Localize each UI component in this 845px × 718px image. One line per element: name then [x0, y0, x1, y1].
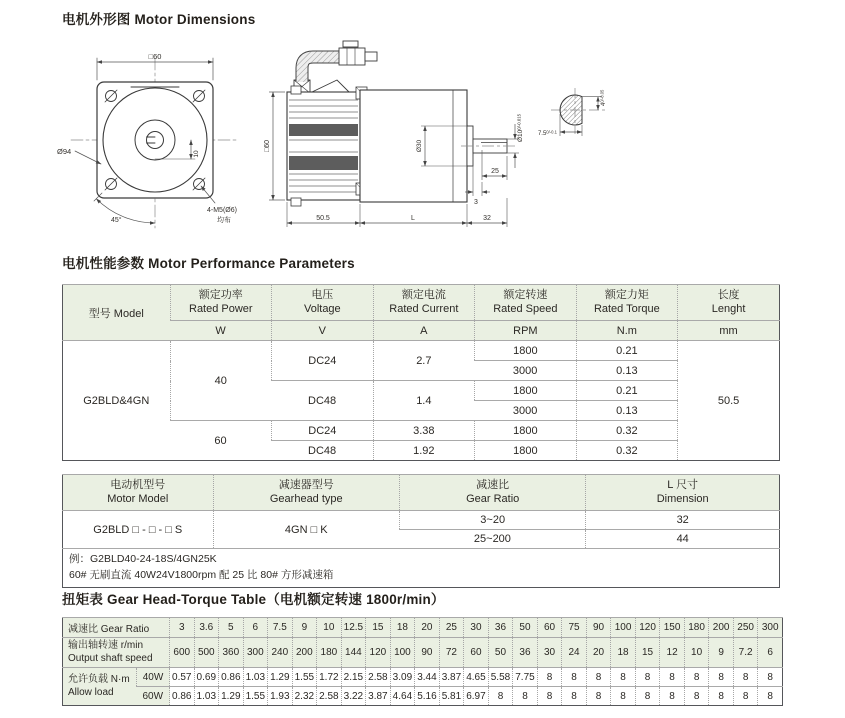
- header-motor-model: [63, 475, 214, 511]
- shaft-section: [560, 95, 582, 125]
- header-cn: L 尺寸: [667, 478, 699, 491]
- output-speed-cell: 36: [513, 638, 538, 668]
- header-en: Motor Model: [107, 492, 169, 505]
- header-length: [678, 285, 780, 321]
- cell-speed: 3000: [475, 401, 577, 421]
- example-note: [63, 549, 780, 588]
- cell-speed: 1800: [475, 421, 577, 441]
- header-model: 型号 Model: [63, 285, 171, 341]
- allow-load-60w-cell: 8: [586, 687, 611, 706]
- allow-load-40w-cell: 5.58: [488, 668, 513, 687]
- gear-ratio-cell: 30: [464, 618, 489, 638]
- allow-load-60w-cell: 8: [709, 687, 734, 706]
- gear-ratio-cell: 6: [243, 618, 268, 638]
- header-en: Rated Power: [189, 302, 253, 315]
- torque-table: [62, 617, 783, 706]
- cell-torque: 0.13: [576, 361, 678, 381]
- unit-volt: V: [272, 321, 374, 341]
- cell-current: 2.7: [373, 341, 475, 381]
- gear-ratio-cell: 7.5: [268, 618, 293, 638]
- unit-mm: mm: [678, 321, 780, 341]
- gear-ratio-cell: 9: [292, 618, 317, 638]
- allow-load-60w-cell: 8: [733, 687, 758, 706]
- allow-load-40w-cell: 8: [709, 668, 734, 687]
- header-en: Rated Current: [389, 302, 459, 315]
- allow-load-40w-cell: 1.29: [268, 668, 293, 687]
- example-note-line2: 60# 无刷直流 40W24V1800rpm 配 25 比 80# 方形减速箱: [69, 569, 334, 581]
- allow-load-60w-cell: 8: [537, 687, 562, 706]
- gear-ratio-cell: 200: [709, 618, 734, 638]
- side-view: [264, 41, 524, 227]
- cell-current: 3.38: [373, 421, 475, 441]
- gear-ratio-cell: 75: [562, 618, 587, 638]
- cell-speed: 1800: [475, 381, 577, 401]
- header-cn: 额定力矩: [604, 288, 649, 301]
- allow-load-60w-cell: 3.22: [341, 687, 366, 706]
- output-speed-cell: 50: [488, 638, 513, 668]
- allow-load-40w-cell: 7.75: [513, 668, 538, 687]
- connector: [339, 41, 377, 65]
- section-title-performance: 电机性能参数 Motor Performance Parameters: [62, 256, 355, 271]
- gear-ratio-cell: 18: [390, 618, 415, 638]
- allow-load-60w-cell: 6.97: [464, 687, 489, 706]
- allow-load-40w-cell: 8: [660, 668, 685, 687]
- header-en: Rated Speed: [493, 302, 558, 315]
- gear-ratio-cell: 120: [635, 618, 660, 638]
- motor-dimensions-drawing: [55, 30, 635, 246]
- performance-table: [62, 284, 780, 461]
- cell-l-dim: 32: [586, 511, 780, 530]
- output-speed-cell: 10: [684, 638, 709, 668]
- allow-load-40w-cell: 3.44: [415, 668, 440, 687]
- allow-load-40w-cell: 0.69: [194, 668, 219, 687]
- allow-load-60w-cell: 8: [488, 687, 513, 706]
- gear-ratio-cell: 12.5: [341, 618, 366, 638]
- unit-nm: N.m: [576, 321, 678, 341]
- motor-body: [287, 92, 360, 200]
- dim-side-height: □60: [264, 139, 271, 153]
- cell-voltage: DC24: [272, 341, 374, 381]
- shaft-hole-circle: [147, 132, 164, 149]
- output-speed-cell: 72: [439, 638, 464, 668]
- output-speed-cell: 180: [317, 638, 342, 668]
- allow-load-40w-cell: 8: [562, 668, 587, 687]
- dim-section-flat: 4: [601, 102, 607, 106]
- row-header-gear-ratio: 减速比 Gear Ratio: [63, 618, 170, 638]
- dim-section-width-tol: 0/-0.1: [546, 129, 557, 135]
- output-speed-cell: 300: [243, 638, 268, 668]
- gear-ratio-cell: 150: [660, 618, 685, 638]
- allow-load-40w-cell: 8: [733, 668, 758, 687]
- allow-load-40w-cell: 4.65: [464, 668, 489, 687]
- header-en: Gear Ratio: [466, 492, 520, 505]
- header-cn: 电压: [311, 288, 334, 301]
- output-speed-cell: 144: [341, 638, 366, 668]
- output-speed-cell: 200: [292, 638, 317, 668]
- allow-load-40w-cell: 3.09: [390, 668, 415, 687]
- header-cn: 输出轴转速 r/min: [68, 640, 143, 651]
- dim-center-offset: 10: [193, 150, 200, 158]
- cell-torque: 0.13: [576, 401, 678, 421]
- allow-load-40w-cell: 3.87: [439, 668, 464, 687]
- unit-rpm: RPM: [475, 321, 577, 341]
- cell-ratio-range: 3~20: [399, 511, 585, 530]
- dim-front-width: □60: [148, 52, 162, 61]
- cell-torque: 0.21: [576, 341, 678, 361]
- header-rated-current: [373, 285, 475, 321]
- dim-shaft-diameter-tol: 0/-0.015: [516, 113, 522, 130]
- allow-load-40w-cell: 1.72: [317, 668, 342, 687]
- header-cn: 额定功率: [198, 288, 243, 301]
- cell-model: G2BLD&4GN: [63, 341, 171, 461]
- output-speed-cell: 20: [586, 638, 611, 668]
- braided-cable: [302, 57, 339, 82]
- gear-ratio-cell: 250: [733, 618, 758, 638]
- motor-fin-band: [289, 124, 358, 136]
- output-speed-cell: 240: [268, 638, 293, 668]
- allow-load-40w-cell: 8: [635, 668, 660, 687]
- header-gear-ratio: [399, 475, 585, 511]
- gear-ratio-cell: 25: [439, 618, 464, 638]
- header-cn: 额定电流: [401, 288, 446, 301]
- output-speed-cell: 12: [660, 638, 685, 668]
- header-en: Lenght: [711, 302, 746, 315]
- cell-current: 1.4: [373, 381, 475, 421]
- cell-power-60: 60: [170, 421, 272, 461]
- output-speed-cell: 120: [366, 638, 391, 668]
- cell-ratio-range: 25~200: [399, 530, 585, 549]
- cell-torque: 0.32: [576, 421, 678, 441]
- gear-ratio-cell: 36: [488, 618, 513, 638]
- output-speed-cell: 9: [709, 638, 734, 668]
- label-holes-note: 均布: [217, 217, 231, 224]
- allow-load-40w-cell: 8: [586, 668, 611, 687]
- output-speed-cell: 600: [170, 638, 195, 668]
- dim-gearhead-length: L: [411, 215, 415, 222]
- allow-load-60w-cell: 8: [660, 687, 685, 706]
- allow-load-60w-cell: 8: [562, 687, 587, 706]
- header-l-dimension: [586, 475, 780, 511]
- output-speed-cell: 30: [537, 638, 562, 668]
- header-en: Gearhead type: [269, 492, 343, 505]
- header-en: Allow load: [68, 686, 114, 698]
- output-speed-cell: 500: [194, 638, 219, 668]
- gear-ratio-cell: 15: [366, 618, 391, 638]
- gear-ratio-cell: 90: [586, 618, 611, 638]
- shaft-section-view: [538, 88, 607, 137]
- allow-load-40w-cell: 0.57: [170, 668, 195, 687]
- header-rated-torque: [576, 285, 678, 321]
- header-cn: 额定转速: [503, 288, 548, 301]
- gear-ratio-cell: 100: [611, 618, 636, 638]
- gearhead-table: [62, 474, 780, 588]
- allow-load-60w-cell: 0.86: [170, 687, 195, 706]
- allow-load-60w-cell: 3.87: [366, 687, 391, 706]
- gear-ratio-cell: 3.6: [194, 618, 219, 638]
- output-speed-cell: 15: [635, 638, 660, 668]
- allow-load-40w-cell: 2.58: [366, 668, 391, 687]
- output-speed-cell: 60: [464, 638, 489, 668]
- cell-current: 1.92: [373, 441, 475, 461]
- section-title-motor-dimensions: 电机外形图 Motor Dimensions: [62, 12, 256, 27]
- dim-section-flat-tol: 0/-0.05: [599, 89, 605, 103]
- allow-load-40w-cell: 1.55: [292, 668, 317, 687]
- example-note-line1: 例：G2BLD40-24-18S/4GN25K: [69, 553, 217, 566]
- header-en: Voltage: [303, 302, 341, 315]
- cell-voltage: DC48: [272, 441, 374, 461]
- allow-load-60w-cell: 5.81: [439, 687, 464, 706]
- dim-motor-length: 50.5: [316, 215, 330, 222]
- cell-l-dim: 44: [586, 530, 780, 549]
- header-rated-speed: [475, 285, 577, 321]
- cell-motor-model-code: G2BLD □ - □ - □ S: [63, 511, 214, 549]
- row-header-allow-load: [63, 668, 137, 706]
- gear-ratio-cell: 20: [415, 618, 440, 638]
- allow-load-60w-cell: 8: [513, 687, 538, 706]
- allow-load-60w-cell: 8: [611, 687, 636, 706]
- cell-power-40: 40: [170, 341, 272, 421]
- allow-load-60w-cell: 8: [635, 687, 660, 706]
- header-gearhead-type: [213, 475, 399, 511]
- cell-voltage: DC24: [272, 421, 374, 441]
- motor-drawing-svg: [55, 30, 635, 246]
- gear-ratio-cell: 60: [537, 618, 562, 638]
- cell-voltage: DC48: [272, 381, 374, 421]
- cell-speed: 3000: [475, 361, 577, 381]
- gear-ratio-cell: 180: [684, 618, 709, 638]
- cell-torque: 0.32: [576, 441, 678, 461]
- header-cn: 电动机型号: [110, 478, 166, 491]
- header-en: Dimension: [656, 492, 709, 505]
- allow-load-40w-cell: 8: [758, 668, 783, 687]
- header-en: Rated Torque: [593, 302, 660, 315]
- dim-boss-diameter: Ø30: [416, 139, 423, 153]
- gearbox: [360, 90, 467, 202]
- allow-load-40w-cell: 8: [537, 668, 562, 687]
- dim-shaft-extension: 32: [483, 215, 491, 222]
- dim-hole-angle: 45°: [111, 217, 122, 224]
- cell-speed: 1800: [475, 341, 577, 361]
- allow-load-60w-cell: 1.03: [194, 687, 219, 706]
- svg-text:40/-0.05: [600, 89, 607, 106]
- gear-ratio-cell: 3: [170, 618, 195, 638]
- cell-torque: 0.21: [576, 381, 678, 401]
- unit-watt: W: [170, 321, 272, 341]
- section-title-torque: 扭矩表 Gear Head-Torque Table（电机额定转速 1800r/min）: [62, 592, 445, 607]
- header-en: Output shaft speed: [68, 652, 153, 664]
- row-header-output-speed: [63, 638, 170, 668]
- allow-load-40w-cell: 8: [611, 668, 636, 687]
- svg-text:Ø100/-0.015: [517, 113, 525, 142]
- label-mounting-holes: 4-M5(Ø6): [207, 207, 237, 214]
- allow-load-60w-cell: 1.55: [243, 687, 268, 706]
- dim-section-width: 7.5: [537, 131, 547, 137]
- output-speed-cell: 24: [562, 638, 587, 668]
- unit-ampere: A: [373, 321, 475, 341]
- allow-load-40w-cell: 8: [684, 668, 709, 687]
- gear-ratio-cell: 50: [513, 618, 538, 638]
- svg-text:7.50/-0.1: [538, 130, 558, 137]
- gear-ratio-cell: 300: [758, 618, 783, 638]
- allow-load-40w-cell: 0.86: [219, 668, 244, 687]
- allow-load-60w-cell: 1.29: [219, 687, 244, 706]
- allow-load-60w-cell: 5.16: [415, 687, 440, 706]
- allow-load-40w-cell: 1.03: [243, 668, 268, 687]
- header-cn: 允许负载 N·m: [68, 674, 130, 685]
- output-speed-cell: 6: [758, 638, 783, 668]
- cell-speed: 1800: [475, 441, 577, 461]
- header-rated-power: [170, 285, 272, 321]
- header-cn: 长度: [717, 288, 740, 301]
- dim-shaft-length: 25: [491, 168, 499, 175]
- allow-load-60w-cell: 8: [758, 687, 783, 706]
- dim-flange-diameter: Ø94: [57, 147, 72, 156]
- allow-load-60w-cell: 1.93: [268, 687, 293, 706]
- output-speed-cell: 360: [219, 638, 244, 668]
- output-speed-cell: 90: [415, 638, 440, 668]
- motor-fin-band: [289, 156, 358, 170]
- header-cn: 减速器型号: [278, 478, 334, 491]
- dim-shaft-diameter: Ø10: [517, 129, 524, 142]
- output-speed-cell: 18: [611, 638, 636, 668]
- gear-ratio-cell: 10: [317, 618, 342, 638]
- output-speed-cell: 100: [390, 638, 415, 668]
- cell-gearhead-type-code: 4GN □ K: [213, 511, 399, 549]
- allow-load-60w-cell: 2.58: [317, 687, 342, 706]
- output-speed-cell: 7.2: [733, 638, 758, 668]
- allow-load-60w-cell: 8: [684, 687, 709, 706]
- gear-ratio-cell: 5: [219, 618, 244, 638]
- allow-load-40w-cell: 2.15: [341, 668, 366, 687]
- header-voltage: [272, 285, 374, 321]
- dim-shaft-step: 3: [474, 199, 478, 206]
- row-subheader-40w: 40W: [137, 668, 170, 687]
- cell-length: 50.5: [678, 341, 780, 461]
- front-view: [57, 52, 239, 228]
- allow-load-60w-cell: 2.32: [292, 687, 317, 706]
- allow-load-60w-cell: 4.64: [390, 687, 415, 706]
- row-subheader-60w: 60W: [137, 687, 170, 706]
- header-cn: 减速比: [476, 478, 510, 491]
